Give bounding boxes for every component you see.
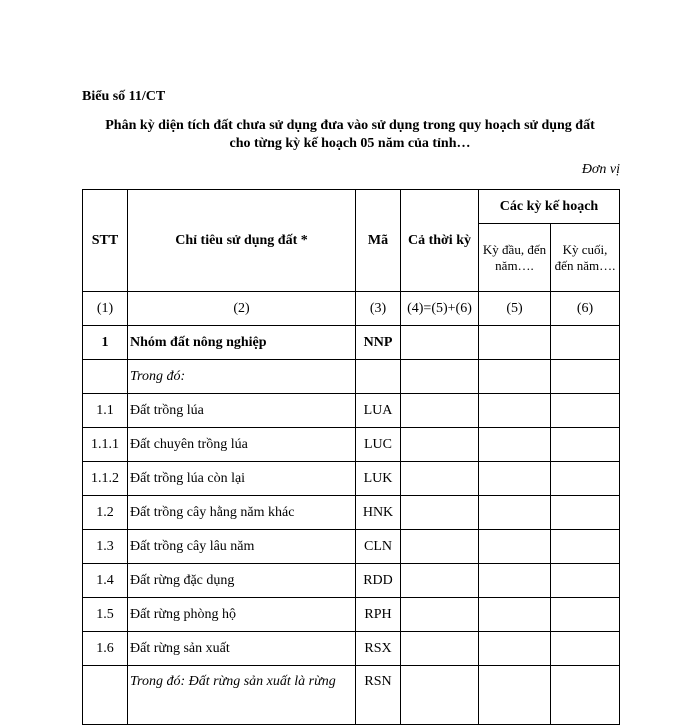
value-cell — [479, 394, 551, 428]
value-cell — [401, 632, 479, 666]
value-cell — [551, 564, 620, 598]
row-stt: 1.2 — [83, 496, 128, 530]
unit-label: Đơn vị — [581, 162, 620, 177]
header-first-period: Kỳ đầu, đến năm…. — [479, 224, 551, 292]
row-name: Đất trồng cây lâu năm — [128, 530, 356, 564]
row-name: Đất rừng đặc dụng — [128, 564, 356, 598]
value-cell — [551, 326, 620, 360]
row-stt: 1 — [83, 326, 128, 360]
title-line-1: Phân kỳ diện tích đất chưa sử dụng đưa vào sử dụng trong quy hoạch sử dụng đất — [105, 118, 595, 133]
row-stt — [83, 360, 128, 394]
value-cell — [401, 530, 479, 564]
row-name: Trong đó: — [128, 360, 356, 394]
header-last-period: Kỳ cuối, đến năm…. — [551, 224, 620, 292]
value-cell — [551, 666, 620, 725]
table-row — [83, 326, 620, 360]
value-cell — [479, 530, 551, 564]
value-cell — [401, 666, 479, 725]
row-stt: 1.1.1 — [83, 428, 128, 462]
value-cell — [479, 360, 551, 394]
column-index: (5) — [479, 292, 551, 326]
value-cell — [479, 428, 551, 462]
row-stt: 1.1 — [83, 394, 128, 428]
value-cell — [401, 496, 479, 530]
row-name: Đất trồng cây hằng năm khác — [128, 496, 356, 530]
value-cell — [401, 564, 479, 598]
land-use-table — [82, 189, 620, 725]
row-stt: 1.1.2 — [83, 462, 128, 496]
table-row — [83, 598, 620, 632]
column-index: (4)=(5)+(6) — [401, 292, 479, 326]
value-cell — [551, 394, 620, 428]
row-name: Nhóm đất nông nghiệp — [128, 326, 356, 360]
value-cell — [479, 632, 551, 666]
column-index: (2) — [128, 292, 356, 326]
column-index: (3) — [356, 292, 401, 326]
row-code — [356, 360, 401, 394]
header-code: Mã — [356, 190, 401, 292]
value-cell — [551, 598, 620, 632]
row-code: HNK — [356, 496, 401, 530]
value-cell — [401, 598, 479, 632]
table-row — [83, 632, 620, 666]
value-cell — [401, 394, 479, 428]
header-whole-period: Cả thời kỳ — [401, 190, 479, 292]
row-code: LUC — [356, 428, 401, 462]
row-stt: 1.6 — [83, 632, 128, 666]
row-name: Đất rừng phòng hộ — [128, 598, 356, 632]
row-code: LUK — [356, 462, 401, 496]
value-cell — [551, 530, 620, 564]
value-cell — [551, 496, 620, 530]
row-code: RDD — [356, 564, 401, 598]
row-code: CLN — [356, 530, 401, 564]
value-cell — [479, 496, 551, 530]
table-row — [83, 428, 620, 462]
row-code: NNP — [356, 326, 401, 360]
row-code: RSN — [356, 666, 401, 725]
value-cell — [551, 462, 620, 496]
row-name: Trong đó: Đất rừng sản xuất là rừng — [128, 666, 356, 725]
row-code: RSX — [356, 632, 401, 666]
value-cell — [551, 632, 620, 666]
table-row — [83, 666, 620, 725]
row-code: LUA — [356, 394, 401, 428]
value-cell — [479, 598, 551, 632]
row-stt: 1.5 — [83, 598, 128, 632]
row-name: Đất chuyên trồng lúa — [128, 428, 356, 462]
header-plan-periods: Các kỳ kế hoạch — [479, 190, 620, 224]
table-row — [83, 394, 620, 428]
value-cell — [479, 564, 551, 598]
row-stt: 1.3 — [83, 530, 128, 564]
value-cell — [551, 428, 620, 462]
table-row — [83, 496, 620, 530]
title-line-2: cho từng kỳ kế hoạch 05 năm của tỉnh… — [229, 136, 471, 151]
column-index: (1) — [83, 292, 128, 326]
value-cell — [401, 360, 479, 394]
table-row — [83, 564, 620, 598]
row-stt: 1.4 — [83, 564, 128, 598]
value-cell — [479, 462, 551, 496]
form-number: Biểu số 11/CT — [82, 89, 166, 104]
header-stt: STT — [83, 190, 128, 292]
column-index: (6) — [551, 292, 620, 326]
value-cell — [479, 326, 551, 360]
header-indicator: Chỉ tiêu sử dụng đất * — [128, 190, 356, 292]
table-row — [83, 462, 620, 496]
row-name: Đất trồng lúa còn lại — [128, 462, 356, 496]
value-cell — [401, 428, 479, 462]
value-cell — [401, 326, 479, 360]
value-cell — [551, 360, 620, 394]
value-cell — [479, 666, 551, 725]
value-cell — [401, 462, 479, 496]
row-name: Đất trồng lúa — [128, 394, 356, 428]
table-row — [83, 360, 620, 394]
row-name: Đất rừng sản xuất — [128, 632, 356, 666]
row-stt — [83, 666, 128, 725]
table-row — [83, 530, 620, 564]
row-code: RPH — [356, 598, 401, 632]
